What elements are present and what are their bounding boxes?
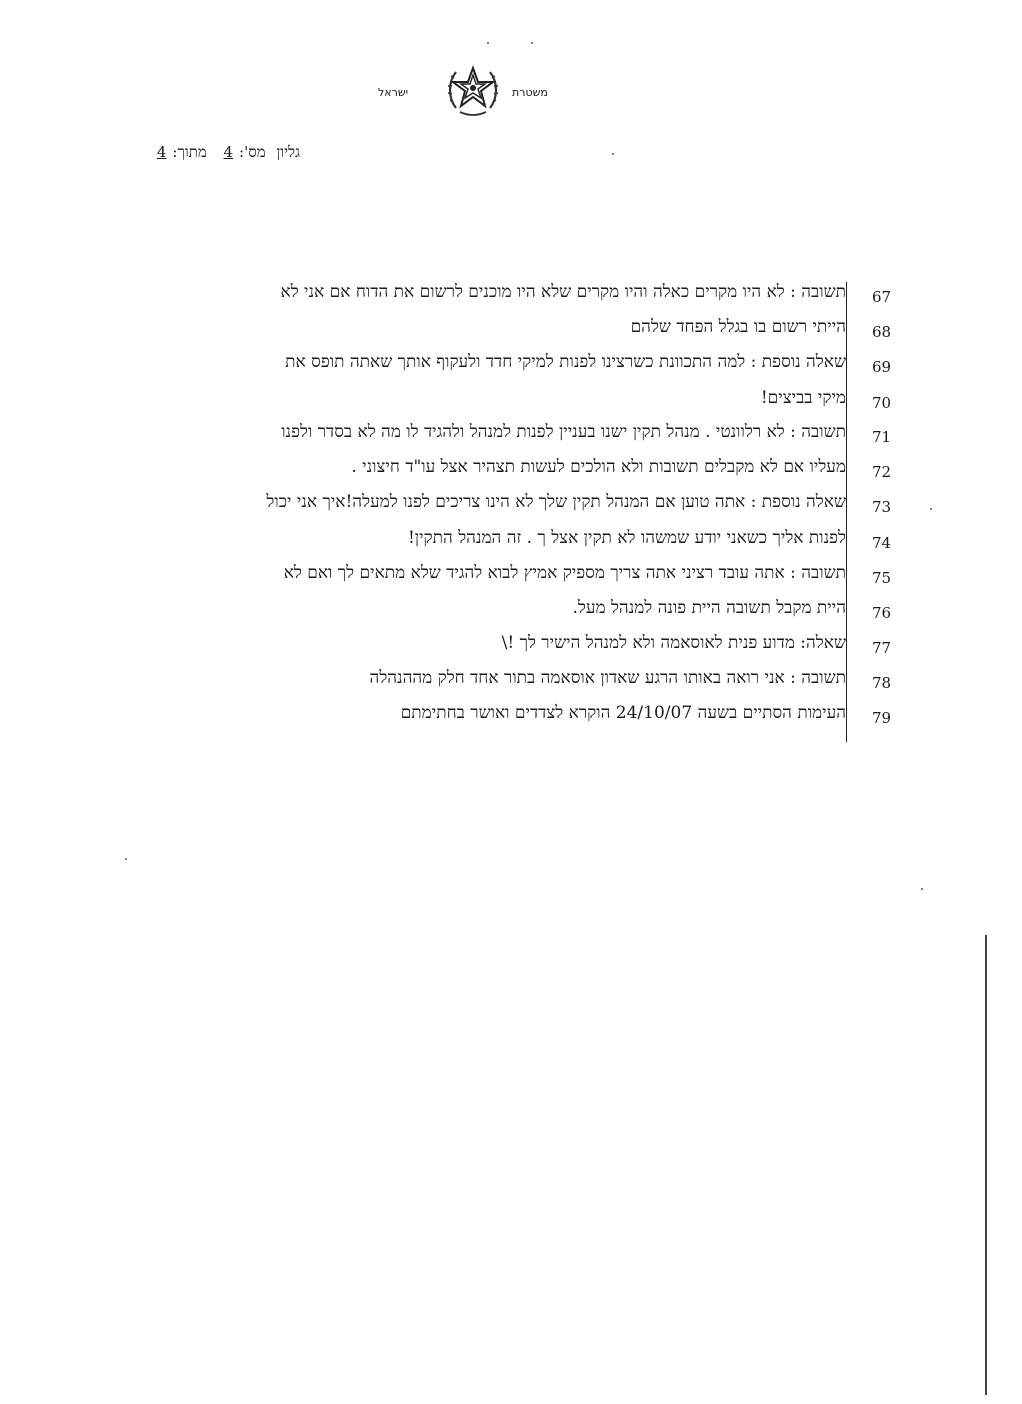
sheet-total-label: מתוך:4 <box>156 143 207 161</box>
line-text: תשובה : לא רלוונטי . מנהל תקין ישנו בעניין לפנות למנהל ולהגיד לו מה לא בסדר ולפנו <box>281 422 846 442</box>
transcript-line <box>0 282 1022 316</box>
line-text: לפנות אליך כשאני יודע שמשהו לא תקין אצל ך . זה המנהל התקין! <box>407 528 846 548</box>
transcript-line <box>0 703 1022 737</box>
scan-edge-line <box>985 935 987 1395</box>
transcript-line <box>0 598 1022 632</box>
line-text: מעליו אם לא מקבלים תשובות ולא הולכים לעשות תצהיר אצל עו"ד חיצוני . <box>351 457 846 477</box>
line-number: 76 <box>872 604 892 622</box>
line-number: 73 <box>872 498 892 516</box>
line-number: 74 <box>872 534 892 552</box>
line-number: 71 <box>872 428 892 446</box>
sheet-number-value: 4 <box>223 143 234 161</box>
transcript-line <box>0 352 1022 386</box>
line-text: תשובה : אתה עובד רציני אתה צריך מספיק אמיץ לבוא להגיד שלא מתאים לך ואם לא <box>283 563 846 583</box>
line-text: מיקי בביצים! <box>760 388 846 408</box>
transcript-line <box>0 317 1022 351</box>
line-text: הייתי רשום בו בגלל הפחד שלהם <box>630 317 846 337</box>
transcript-line <box>0 422 1022 456</box>
transcript-line <box>0 492 1022 526</box>
line-number: 72 <box>872 463 892 481</box>
line-number: 68 <box>872 323 892 341</box>
transcript-line <box>0 528 1022 562</box>
police-star-emblem-icon <box>446 62 500 118</box>
line-number: 67 <box>872 288 892 306</box>
line-text: תשובה : לא היו מקרים כאלה והיו מקרים שלא היו מוכנים לרשום את הדוח אם אני לא <box>280 282 846 302</box>
scan-speck <box>921 888 923 890</box>
sheet-total-value: 4 <box>156 143 167 161</box>
transcript-line <box>0 388 1022 422</box>
line-text: שאלה נוספת : אתה טוען אם המנהל תקין שלך לא הינו צריכים לפנו למעלה!איך אני יכול <box>266 492 846 512</box>
sheet-info <box>100 143 300 165</box>
sheet-label: גליון <box>276 143 300 161</box>
transcript-line <box>0 563 1022 597</box>
line-number: 78 <box>872 674 892 692</box>
scan-speck <box>612 153 614 155</box>
line-number: 79 <box>872 709 892 727</box>
transcript-line <box>0 633 1022 667</box>
line-text: העימות הסתיים בשעה 24/10/07 הוקרא לצדדים ואושר בחתימתם <box>400 703 846 723</box>
transcript-line <box>0 457 1022 491</box>
line-text: תשובה : אני רואה באותו הרגע שאדון אוסאמה בתור אחד חלק מההנהלה <box>369 668 846 688</box>
scan-speck <box>125 858 127 860</box>
scan-speck <box>531 42 533 44</box>
scan-speck <box>487 42 489 44</box>
org-name-right: משטרת <box>512 86 548 99</box>
line-text: היית מקבל תשובה היית פונה למנהל מעל. <box>572 598 846 618</box>
line-number: 77 <box>872 639 892 657</box>
line-text: שאלה: מדוע פנית לאוסאמה ולא למנהל הישיר לך !\ <box>501 633 846 653</box>
line-number: 75 <box>872 569 892 587</box>
sheet-number-label: מס':4 <box>223 143 266 161</box>
transcript-line <box>0 668 1022 702</box>
line-number: 69 <box>872 358 892 376</box>
org-name-left: ישראל <box>378 86 409 99</box>
scan-speck <box>930 508 932 510</box>
line-text: שאלה נוספת : למה התכוונת כשרצינו לפנות למיקי חדד ולעקוף אותך שאתה תופס את <box>285 352 846 372</box>
document-header <box>370 62 580 122</box>
line-number: 70 <box>872 394 892 412</box>
